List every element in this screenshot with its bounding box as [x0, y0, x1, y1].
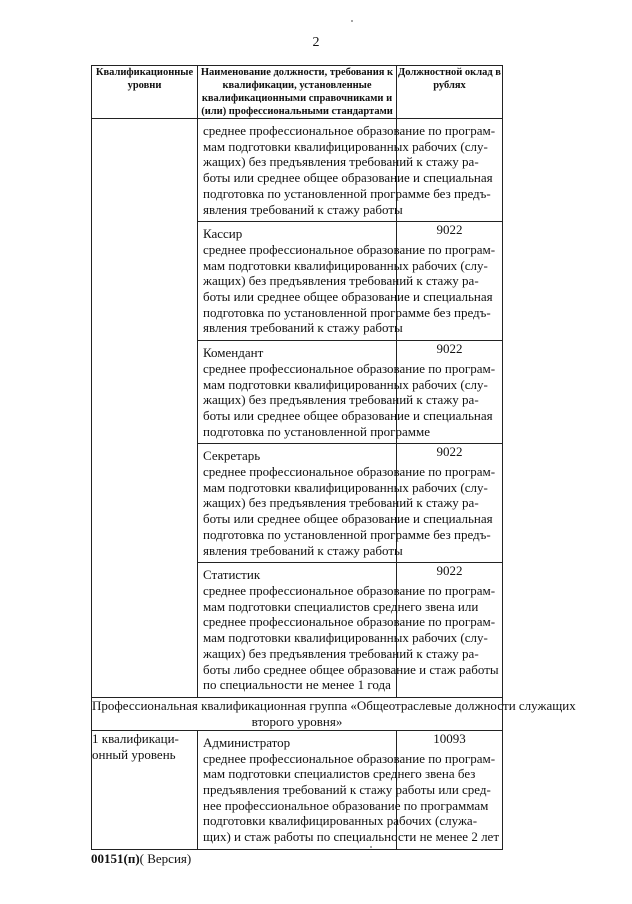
requirement-line: подготовка по установленной программе без предъ- [203, 526, 491, 542]
requirement-line: мам подготовки квалифицированных рабочих (слу- [203, 479, 488, 495]
requirement-line: мам подготовки квалифицированных рабочих (слу- [203, 257, 488, 273]
document-version: ( Версия) [139, 851, 192, 866]
requirement-line: предъявления требований к стажу работы или сред- [203, 782, 491, 798]
requirement-line: подготовки квалифицированных рабочих (служа- [203, 813, 478, 829]
requirement-line: мам подготовки квалифицированных рабочих (слу- [203, 138, 488, 154]
requirement-line: жащих) без предъявления требований к стажу ра- [203, 273, 479, 289]
group-title-line: Профессиональная квалификационная группа «Общеотраслевые должности служащих [92, 697, 576, 713]
requirement-line: среднее профессиональное образование по програм- [203, 360, 496, 376]
scan-speck [351, 20, 353, 22]
requirement-line: среднее профессиональное образование по програм- [203, 582, 496, 598]
level-label-line: 1 квалификаци- [92, 730, 179, 746]
group-title-line: второго уровня» [251, 713, 343, 729]
position-title: Кассир [203, 226, 243, 242]
requirement-line: жащих) без предъявления требований к стажу ра- [203, 154, 479, 170]
position-title: Комендант [203, 345, 264, 361]
requirement-line: боты или среднее общее образование и специальная [203, 289, 493, 305]
requirement-line: подготовка по установленной программе без предъ- [203, 185, 491, 201]
requirement-line: подготовка по установленной программе без предъ- [203, 304, 491, 320]
header-position-requirements: Наименование должности, требования к квалификации, установленные квалификационными справочниками и (или) профессиональными стандартами [198, 66, 397, 119]
requirement-line: боты или среднее общее образование и специальная [203, 170, 493, 186]
requirement-line: боты или среднее общее образование и специальная [203, 511, 493, 527]
requirement-line: жащих) без предъявления требований к стажу ра- [203, 495, 479, 511]
requirement-line: щих) и стаж работы по специальности не менее 2 лет [203, 829, 500, 845]
requirement-line: среднее профессиональное образование по програм- [203, 123, 496, 138]
requirement-line: явления требований к стажу работы [203, 201, 403, 217]
salary-cell: 9022 [397, 341, 503, 444]
level-cell-empty [92, 119, 198, 698]
level-label-line: онный уровень [92, 746, 176, 762]
group-header-row [92, 697, 503, 730]
requirement-line: жащих) без предъявления требований к стажу ра- [203, 645, 479, 661]
salary-cell: 9022 [397, 222, 503, 341]
table-row [92, 730, 503, 849]
page-number: 2 [312, 35, 320, 50]
position-title: Секретарь [203, 448, 261, 464]
header-salary: Должностной оклад в рублях [397, 66, 503, 119]
requirement-line: среднее профессиональное образование по програм- [203, 750, 496, 766]
requirement-line: мам подготовки специалистов среднего звена или [203, 598, 479, 614]
requirement-line: среднее профессиональное образование по програм- [203, 464, 496, 480]
salary-cell: 9022 [397, 444, 503, 563]
qualification-table [91, 65, 576, 850]
requirement-line: мам подготовки квалифицированных рабочих (слу- [203, 376, 488, 392]
requirement-line: нее профессиональное образование по программам [203, 797, 489, 813]
requirement-line: подготовка по установленной программе [203, 423, 430, 439]
position-title: Статистик [203, 567, 261, 583]
requirement-line: мам подготовки квалифицированных рабочих (слу- [203, 630, 488, 646]
document-footer [91, 851, 191, 867]
group-title [92, 697, 576, 730]
requirements-cell [198, 119, 496, 222]
table-row [92, 119, 503, 222]
position-title: Администратор [203, 734, 291, 750]
requirement-line: явления требований к стажу работы [203, 542, 403, 558]
requirement-line: явления требований к стажу работы [203, 320, 403, 336]
requirement-line: жащих) без предъявления требований к стажу ра- [203, 392, 479, 408]
table-header-row [92, 66, 503, 119]
salary-cell: 9022 [397, 563, 503, 698]
requirement-line: по специальности не менее 1 года [203, 677, 391, 693]
requirement-line: среднее профессиональное образование по програм- [203, 614, 496, 630]
level-cell [92, 730, 198, 849]
requirement-line: мам подготовки специалистов среднего звена без [203, 766, 476, 782]
requirement-line: боты либо среднее общее образование и стаж работы [203, 661, 499, 677]
document-code: 00151(п) [91, 851, 140, 866]
requirement-line: среднее профессиональное образование по програм- [203, 241, 496, 257]
requirement-line: боты или среднее общее образование и специальная [203, 407, 493, 423]
header-qualification-levels: Квалификационные уровни [92, 66, 198, 119]
salary-cell: 10093 [397, 730, 503, 849]
